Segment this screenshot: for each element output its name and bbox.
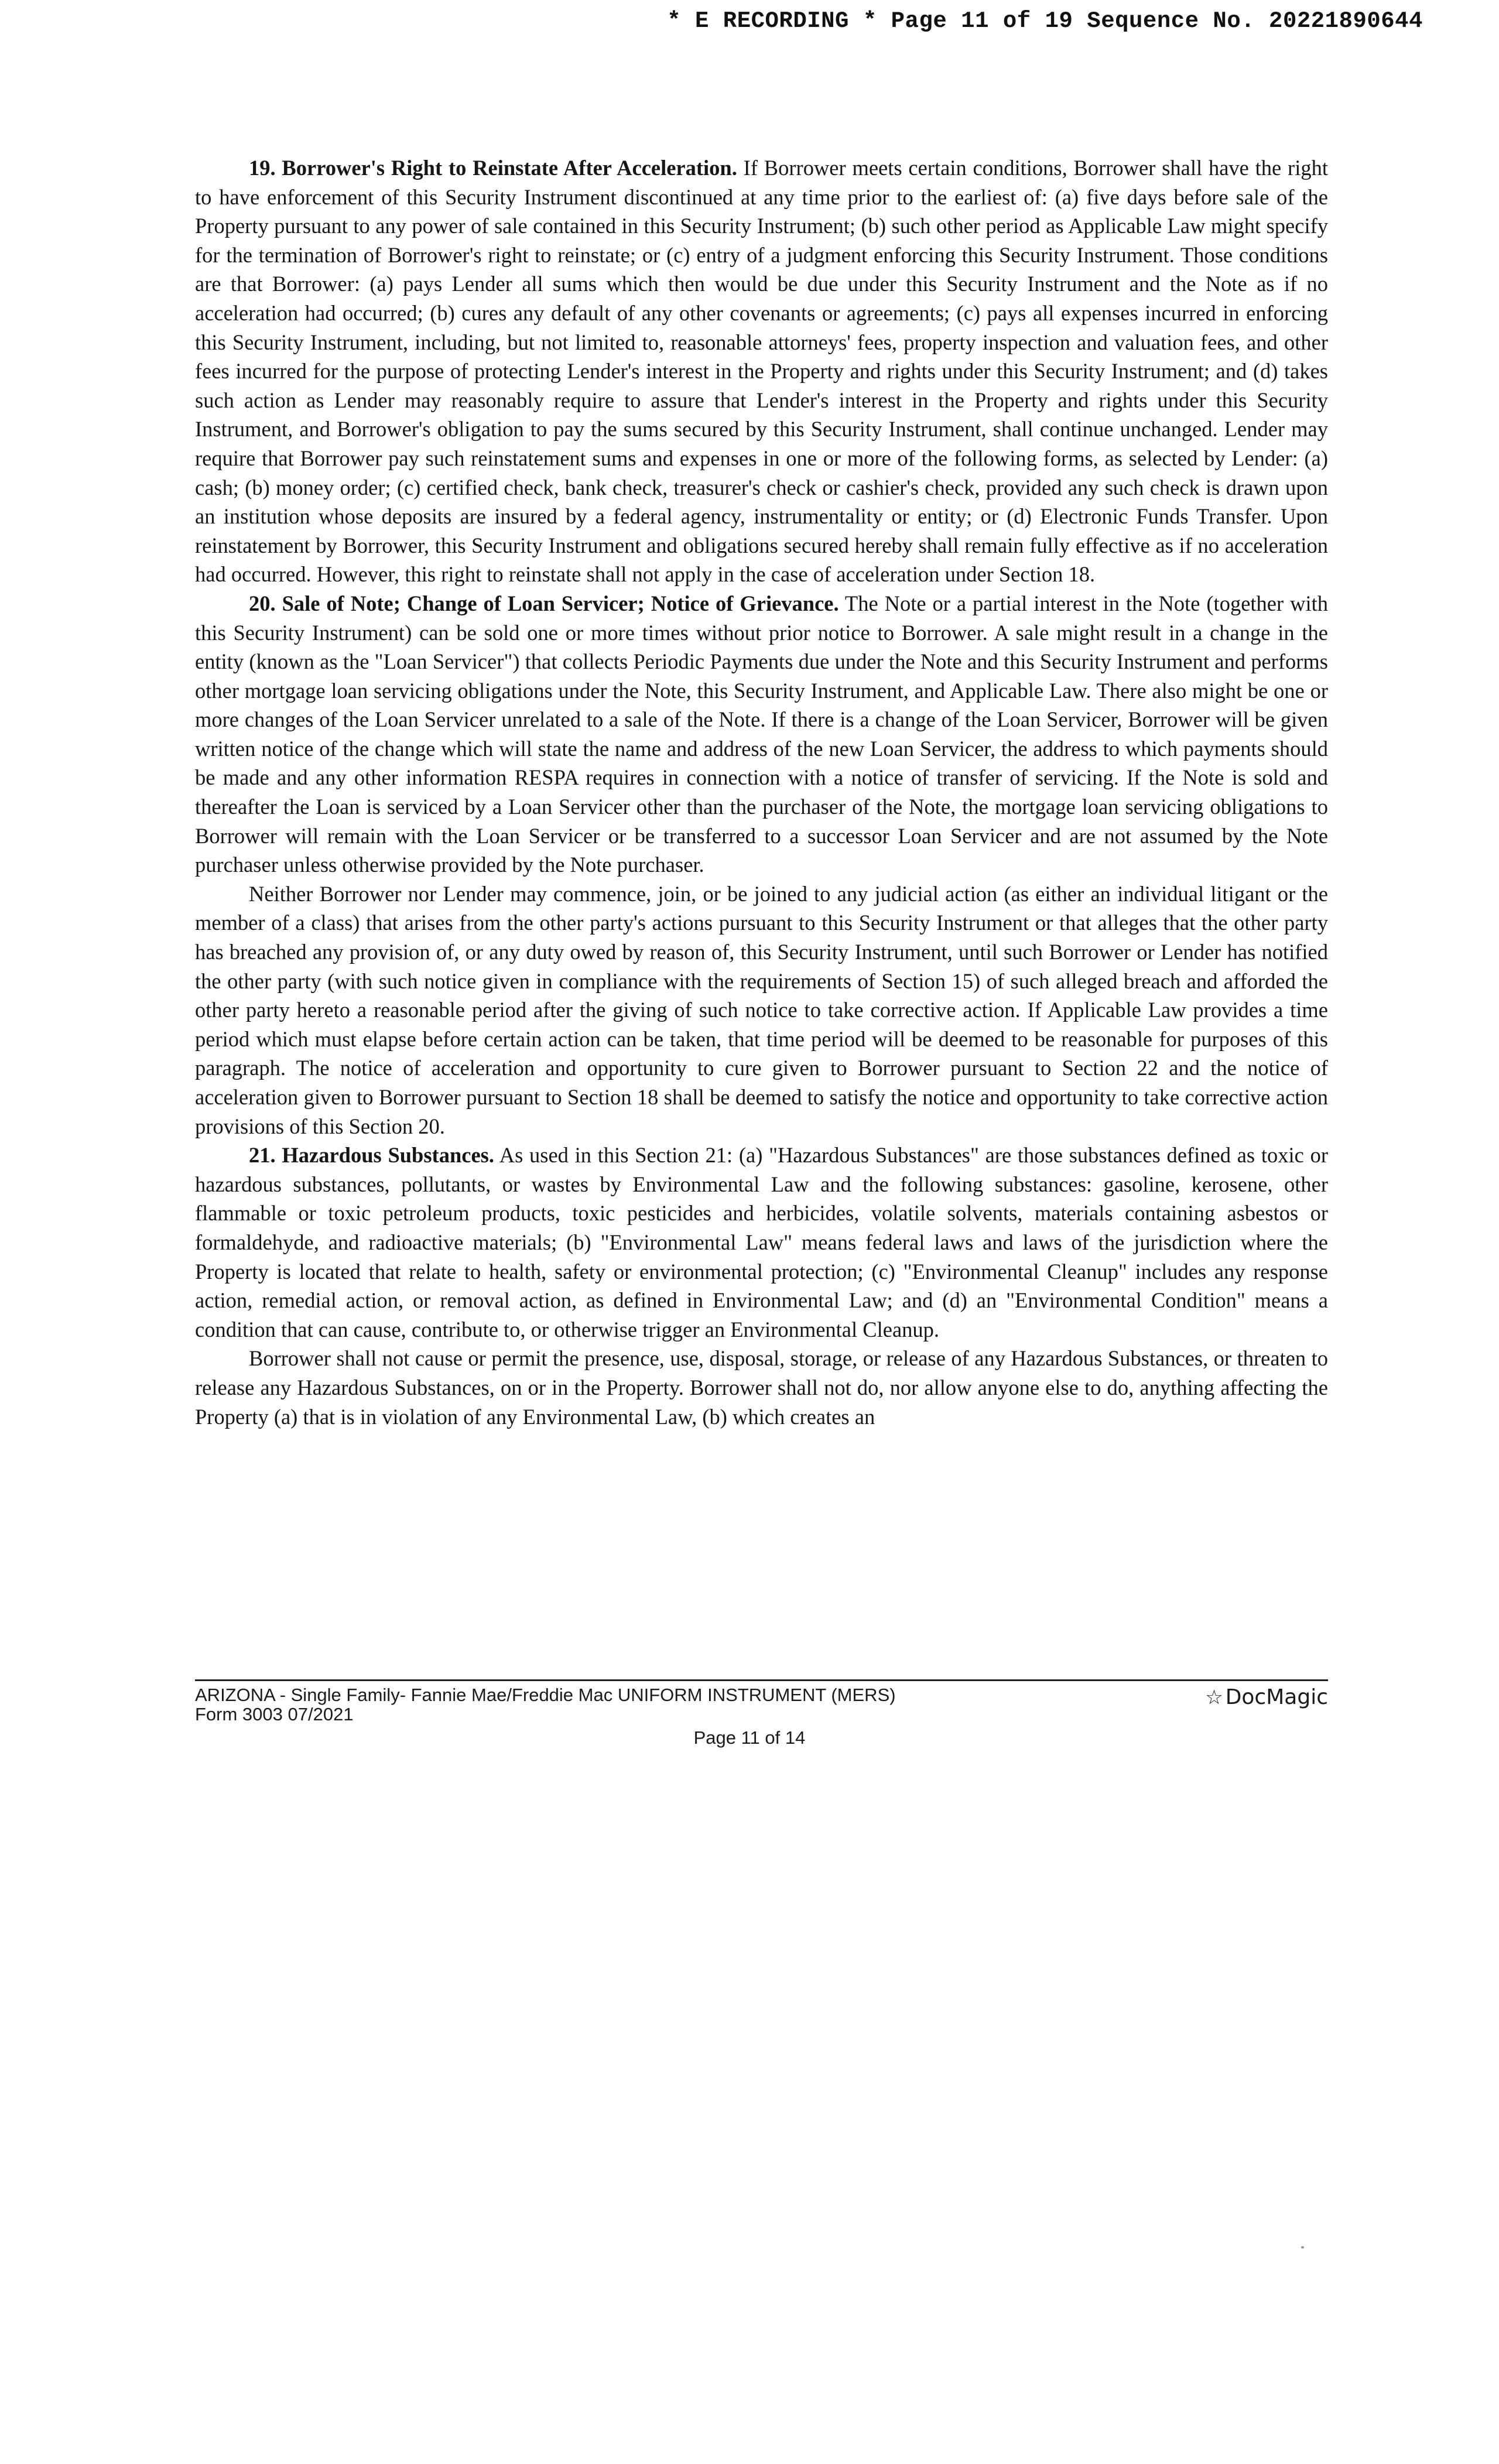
section-21-continuation-text: Borrower shall not cause or permit the presence, use, disposal, storage, or release of any Hazardous Substances, or threaten to release any Hazardous Substances, on or in the Property. Borrower shall not do, nor allow anyone else to do, anything affecting the Property (a) that is in violation of any Environmental Law, (b) which creates an: [195, 1346, 1328, 1429]
form-identifier: [195, 1685, 896, 1724]
star-outline-icon: ☆: [1205, 1685, 1223, 1709]
section-21-heading: 21. Hazardous Substances.: [249, 1143, 494, 1168]
docmagic-logo: [1205, 1685, 1328, 1709]
section-21-continuation-paragraph: [195, 1344, 1328, 1431]
form-identifier-line1: ARIZONA - Single Family- Fannie Mae/Freddie Mac UNIFORM INSTRUMENT (MERS): [195, 1685, 896, 1705]
section-19-heading: 19. Borrower's Right to Reinstate After Acceleration.: [249, 156, 737, 180]
section-20-continuation-text: Neither Borrower nor Lender may commence, join, or be joined to any judicial action (as either an individual litigant or the member of a class) that arises from the other party's actions pursuant to this Security Instrument or that alleges that the other party has breached any provision of, or any duty owed by reason of, this Security Instrument, until such Borrower or Lender has notified the other party (with such notice given in compliance with the requirements of Section 15) of such alleged breach and afforded the other party hereto a reasonable period after the giving of such notice to take corrective action. If Applicable Law provides a time period which must elapse before certain action can be taken, that time period will be deemed to be reasonable for purposes of this paragraph. The notice of acceleration and opportunity to cure given to Borrower pursuant to Section 22 and the notice of acceleration given to Borrower pursuant to Section 18 shall be deemed to satisfy the notice and opportunity to take corrective action provisions of this Section 20.: [195, 881, 1328, 1138]
section-20-text: The Note or a partial interest in the Note (together with this Security Instrument) can be sold one or more times without prior notice to Borrower. A sale might result in a change in the entity (known as the "Loan Servicer") that collects Periodic Payments due under the Note and this Security Instrument and performs other mortgage loan servicing obligations under the Note, this Security Instrument, and Applicable Law. There also might be one or more changes of the Loan Servicer unrelated to a sale of the Note. If there is a change of the Loan Servicer, Borrower will be given written notice of the change which will state the name and address of the new Loan Servicer, the address to which payments should be made and any other information RESPA requires in connection with a notice of transfer of servicing. If the Note is sold and thereafter the Loan is serviced by a Loan Servicer other than the purchaser of the Note, the mortgage loan servicing obligations to Borrower will remain with the Loan Servicer or be transferred to a successor Loan Servicer and are not assumed by the Note purchaser unless otherwise provided by the Note purchaser.: [195, 591, 1328, 877]
section-20-paragraph: [195, 589, 1328, 879]
brand-name: DocMagic: [1225, 1685, 1328, 1709]
form-identifier-line2: Form 3003 07/2021: [195, 1704, 354, 1724]
document-body: [195, 153, 1328, 1431]
section-21-text: As used in this Section 21: (a) "Hazardous Substances" are those substances defined as toxic or hazardous substances, pollutants, or wastes by Environmental Law and the following substances: gasoline, kerosene, other flammable or toxic petroleum products, toxic pesticides and herbicides, volatile solvents, materials containing asbestos or formaldehyde, and radioactive materials; (b) "Environmental Law" means federal laws and laws of the jurisdiction where the Property is located that relate to health, safety or environmental protection; (c) "Environmental Cleanup" includes any response action, remedial action, or removal action, as defined in Environmental Law; and (d) an "Environmental Condition" means a condition that can cause, contribute to, or otherwise trigger an Environmental Cleanup.: [195, 1143, 1328, 1341]
recording-stamp: * E RECORDING * Page 11 of 19 Sequence No. 20221890644: [667, 8, 1423, 34]
page-number: Page 11 of 14: [693, 1727, 806, 1748]
section-19-paragraph: [195, 153, 1328, 589]
section-20-continuation-paragraph: [195, 879, 1328, 1141]
section-21-paragraph: [195, 1141, 1328, 1344]
scan-speck: [1301, 2246, 1304, 2249]
footer-divider: [195, 1679, 1328, 1681]
section-19-text: If Borrower meets certain conditions, Borrower shall have the right to have enforcement of this Security Instrument discontinued at any time prior to the earliest of: (a) five days before sale of the Property pursuant to any power of sale contained in this Security Instrument; (b) such other period as Applicable Law might specify for the termination of Borrower's right to reinstate; or (c) entry of a judgment enforcing this Security Instrument. Those conditions are that Borrower: (a) pays Lender all sums which then would be due under this Security Instrument and the Note as if no acceleration had occurred; (b) cures any default of any other covenants or agreements; (c) pays all expenses incurred in enforcing this Security Instrument, including, but not limited to, reasonable attorneys' fees, property inspection and valuation fees, and other fees incurred for the purpose of protecting Lender's interest in the Property and rights under this Security Instrument; and (d) takes such action as Lender may reasonably require to assure that Lender's interest in the Property and rights under this Security Instrument, and Borrower's obligation to pay the sums secured by this Security Instrument, shall continue unchanged. Lender may require that Borrower pay such reinstatement sums and expenses in one or more of the following forms, as selected by Lender: (a) cash; (b) money order; (c) certified check, bank check, treasurer's check or cashier's check, provided any such check is drawn upon an institution whose deposits are insured by a federal agency, instrumentality or entity; or (d) Electronic Funds Transfer. Upon reinstatement by Borrower, this Security Instrument and obligations secured hereby shall remain fully effective as if no acceleration had occurred. However, this right to reinstate shall not apply in the case of acceleration under Section 18.: [195, 156, 1328, 587]
section-20-heading: 20. Sale of Note; Change of Loan Servicer; Notice of Grievance.: [249, 591, 839, 615]
